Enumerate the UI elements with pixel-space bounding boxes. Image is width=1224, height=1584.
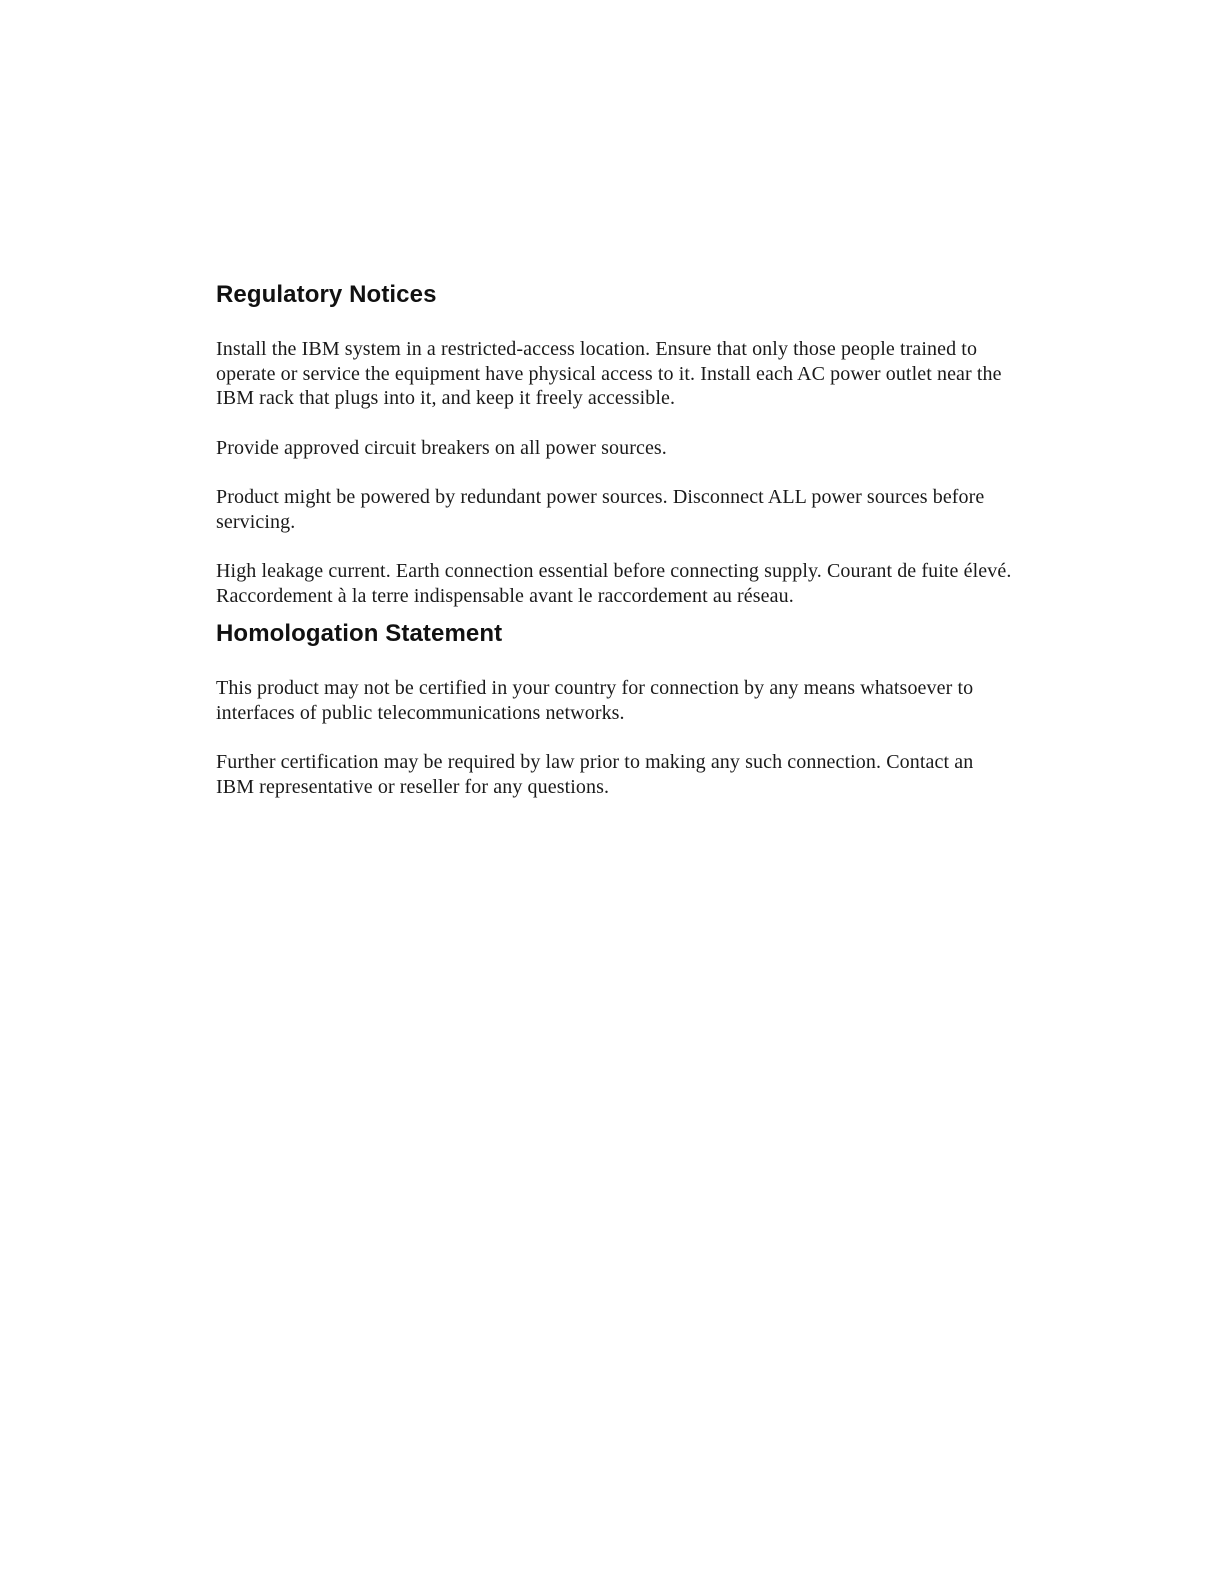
paragraph: Further certification may be required by law prior to making any such connection. Contact an IBM representative or reseller for any questions. [216,751,974,798]
homologation-statement-section [216,618,1016,799]
section-heading: Homologation Statement [216,620,503,647]
paragraph: This product may not be certified in your country for connection by any means whatsoever to interfaces of public telecommunications networks. [216,677,974,724]
paragraph: Install the IBM system in a restricted-access location. Ensure that only those people trained to operate or service the equipment have physical access to it. Install each AC power outlet near the IBM rack that plugs into it, and keep it freely accessible. [216,338,1002,409]
regulatory-notices-section [216,279,1016,608]
paragraph: High leakage current. Earth connection essential before connecting supply. Courant de fuite élevé. Raccordement à la terre indispensable avant le raccordement au réseau. [216,560,1012,607]
paragraph: Product might be powered by redundant power sources. Disconnect ALL power sources before servicing. [216,486,985,533]
page-content [216,279,1016,799]
paragraph: Provide approved circuit breakers on all power sources. [216,436,667,459]
section-heading: Regulatory Notices [216,281,437,308]
